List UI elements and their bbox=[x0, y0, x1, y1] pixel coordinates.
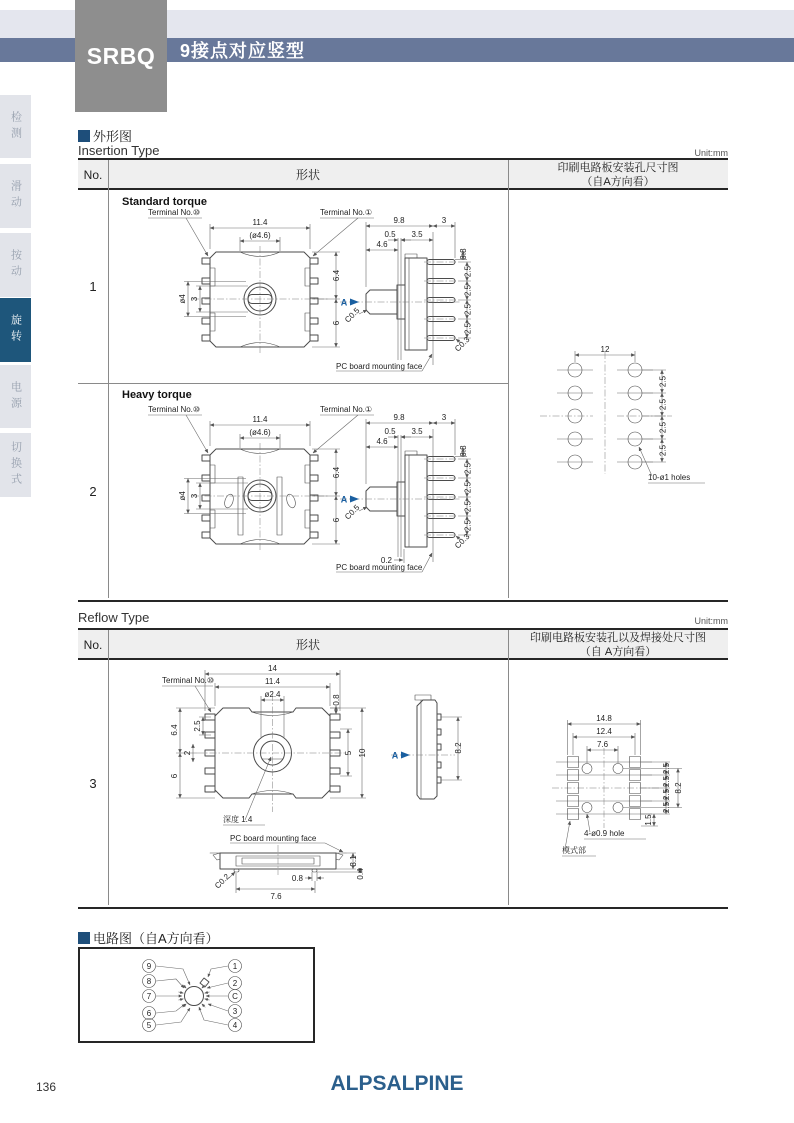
dim-pin: 0.8 bbox=[332, 694, 341, 706]
mount-face-label: PC board mounting face bbox=[336, 362, 423, 371]
dim-foot: 0.4 bbox=[356, 868, 365, 880]
view-a-label: A bbox=[340, 297, 348, 308]
dim-total: 9.8 bbox=[393, 413, 405, 422]
row3-number: 3 bbox=[89, 776, 97, 791]
terminal-label-right: Terminal No.① bbox=[320, 208, 373, 217]
terminal-6: 6 bbox=[146, 1009, 152, 1018]
insertion-type-label: Insertion Type bbox=[78, 143, 160, 158]
series-code: SRBQ bbox=[75, 0, 167, 112]
dim-gap: 0.5 bbox=[384, 427, 396, 436]
sidebar-tab-slide[interactable]: 滑动 bbox=[0, 164, 31, 228]
dim-pitch: 2.5 bbox=[662, 775, 671, 788]
sidebar-tab-switch[interactable]: 切换式 bbox=[0, 433, 31, 497]
dim-slot: 3 bbox=[190, 296, 199, 302]
insertion-table bbox=[78, 158, 728, 602]
dim-span5: 5 bbox=[344, 750, 353, 756]
dim-upper: 6.4 bbox=[332, 466, 341, 479]
dim-pin-w: 0.8 bbox=[459, 445, 468, 457]
dim-h: 3.1 bbox=[349, 855, 358, 867]
dim-step: 0.2 bbox=[380, 556, 392, 565]
dim-w1: 14.8 bbox=[596, 714, 612, 723]
terminal-label: Terminal No.⑩ bbox=[162, 676, 215, 685]
reflow-table bbox=[78, 628, 728, 909]
dim-lower: 6 bbox=[332, 320, 341, 326]
brand-logo: ALPSALPINE bbox=[330, 1072, 464, 1095]
row2-title: Heavy torque bbox=[122, 389, 192, 401]
sidebar-tab-rotary[interactable]: 旋转 bbox=[0, 298, 31, 362]
dim-hole-span: 12 bbox=[600, 345, 610, 354]
reflow-unit-label: Unit:mm bbox=[694, 616, 728, 626]
row1-title: Standard torque bbox=[122, 196, 207, 208]
dim-pitch: 2.5 bbox=[463, 500, 473, 513]
pad-pattern bbox=[552, 714, 683, 856]
view-a-arrow-icon bbox=[350, 299, 359, 306]
dim-tail: 3 bbox=[441, 413, 447, 422]
pad-hole-label: 4-ø0.9 hole bbox=[584, 829, 625, 838]
col-header-no: No. bbox=[83, 167, 103, 182]
circuit-section-heading bbox=[78, 928, 219, 947]
dim-width: 11.4 bbox=[252, 415, 268, 424]
col-header-shape: 形状 bbox=[295, 168, 320, 182]
circuit-heading-text: 电路图（自A方向看） bbox=[93, 931, 219, 946]
dim-pitch: 2.5 bbox=[463, 322, 473, 335]
dim-pin-w: 0.8 bbox=[459, 248, 468, 260]
row2-side-view bbox=[336, 413, 473, 572]
dim-tail: 1.5 bbox=[644, 814, 653, 826]
dim-hole-pitch: 2.5 bbox=[658, 375, 668, 388]
dim-pitch: 2.5 bbox=[463, 481, 473, 494]
dim-lower: 6 bbox=[332, 517, 341, 523]
row1-side-view bbox=[336, 216, 473, 371]
reflow-pads-drawing bbox=[508, 660, 728, 907]
terminal-9: 9 bbox=[146, 962, 152, 971]
dim-chamfer-front: C0.5 bbox=[343, 306, 362, 325]
row1-shape-drawing bbox=[108, 190, 508, 383]
dim-hole-pitch: 2.5 bbox=[658, 398, 668, 411]
mount-face-label: PC board mounting face bbox=[336, 563, 423, 572]
row3-front-view bbox=[162, 664, 367, 825]
dim-chamfer-pin: C0.3 bbox=[453, 335, 472, 354]
dim-front-len: 4.6 bbox=[376, 240, 388, 249]
dim-tail: 3 bbox=[441, 216, 447, 225]
dim-lower: 6 bbox=[170, 773, 179, 779]
dim-total: 9.8 bbox=[393, 216, 405, 225]
dim-pitch: 2.5 bbox=[662, 788, 671, 801]
row2-number: 2 bbox=[89, 484, 97, 499]
terminal-8: 8 bbox=[146, 977, 152, 986]
row3-side-view bbox=[391, 695, 463, 799]
row3-shape-drawing bbox=[108, 660, 508, 907]
terminal-1: 1 bbox=[232, 962, 238, 971]
mount-face-label: PC board mounting face bbox=[230, 834, 317, 843]
terminal-7: 7 bbox=[146, 992, 152, 1001]
dim-w2: 12.4 bbox=[596, 727, 612, 736]
page-number: 136 bbox=[36, 1080, 57, 1094]
holes-count-label: 10-ø1 holes bbox=[648, 473, 691, 482]
terminal-label-left: Terminal No.⑩ bbox=[148, 208, 201, 217]
terminal-4: 4 bbox=[232, 1021, 238, 1030]
rotor-and-contacts bbox=[143, 960, 242, 1032]
dim-pin: 0.8 bbox=[291, 874, 303, 883]
view-a-arrow-icon bbox=[350, 496, 359, 503]
circuit-diagram-box bbox=[78, 947, 315, 1043]
dim-chamfer: C0.2 bbox=[213, 872, 232, 891]
dim-span10: 10 bbox=[358, 748, 367, 758]
col-header-pcb-line2: （自 A方向看） bbox=[579, 645, 657, 658]
dim-pitch: 2.5 bbox=[463, 462, 473, 475]
sidebar-tab-push[interactable]: 按动 bbox=[0, 233, 31, 297]
terminal-label-right: Terminal No.① bbox=[320, 405, 373, 414]
dim-slot: 3 bbox=[190, 493, 199, 499]
dim-pitch: 2.5 bbox=[463, 265, 473, 278]
dim-gap: 0.5 bbox=[384, 230, 396, 239]
depth-label: 深度 1.4 bbox=[223, 815, 253, 824]
col-header-pcb bbox=[508, 630, 728, 659]
hole-pattern bbox=[540, 345, 705, 483]
terminal-2: 2 bbox=[232, 979, 238, 988]
dim-hole-pitch: 2.5 bbox=[658, 421, 668, 434]
dim-w3: 7.6 bbox=[596, 740, 609, 749]
dim-span: 8.2 bbox=[674, 782, 683, 794]
terminal-5: 5 bbox=[146, 1021, 152, 1030]
dim-knob: (ø4.6) bbox=[249, 231, 271, 240]
section-accent-square bbox=[78, 130, 90, 142]
dim-mid: 2 bbox=[183, 750, 192, 756]
page-title: 9接点对应竖型 bbox=[180, 41, 306, 61]
dim-width: 11.4 bbox=[252, 218, 268, 227]
dim-upper: 6.4 bbox=[170, 724, 179, 736]
dim-pitch: 2.5 bbox=[463, 519, 473, 532]
col-header-pcb bbox=[508, 160, 728, 189]
dim-pitch: 2.5 bbox=[662, 762, 671, 775]
circuit-diagram bbox=[80, 949, 313, 1041]
dim-span: 7.6 bbox=[270, 892, 282, 901]
dim-pitch: 2.5 bbox=[463, 284, 473, 297]
reflow-type-label: Reflow Type bbox=[78, 610, 150, 625]
insertion-holes-drawing bbox=[508, 190, 728, 600]
row1-front-view bbox=[148, 208, 374, 354]
sidebar-tab-power[interactable]: 电源 bbox=[0, 365, 31, 428]
dim-hole-pitch: 2.5 bbox=[658, 444, 668, 457]
col-header-no: No. bbox=[83, 637, 103, 652]
dim-upper: 6.4 bbox=[332, 269, 341, 282]
col-header-pcb-line1: 印刷电路板安装孔以及焊接处尺寸图 bbox=[530, 631, 706, 644]
dim-body-w: 11.4 bbox=[265, 677, 280, 686]
terminal-c: C bbox=[232, 992, 238, 1001]
row3-bottom-view bbox=[210, 834, 365, 901]
section-accent-square bbox=[78, 932, 90, 944]
insertion-unit-label: Unit:mm bbox=[694, 148, 728, 158]
pattern-label: 模式部 bbox=[562, 846, 586, 855]
dim-shaft-dia: ø4 bbox=[178, 491, 187, 501]
row2-front-view bbox=[148, 405, 374, 551]
row1-number: 1 bbox=[89, 279, 97, 294]
row2-shape-drawing bbox=[108, 383, 508, 600]
view-a-label: A bbox=[340, 494, 348, 505]
dim-pitch: 2.5 bbox=[662, 801, 671, 814]
dim-front-len: 4.6 bbox=[376, 437, 388, 446]
dim-shaft: ø2.4 bbox=[264, 690, 281, 699]
view-a-label: A bbox=[391, 750, 399, 761]
dim-pitch: 2.5 bbox=[193, 720, 202, 732]
dim-shaft-dia: ø4 bbox=[178, 294, 187, 304]
outline-heading-text: 外形图 bbox=[93, 129, 133, 144]
dim-mid: 3.5 bbox=[411, 427, 423, 436]
col-header-shape: 形状 bbox=[295, 638, 320, 652]
dim-chamfer-front: C0.5 bbox=[343, 503, 362, 522]
dim-total-w: 14 bbox=[268, 664, 277, 673]
dim-span: 8.2 bbox=[454, 742, 463, 754]
col-header-pcb-line1: 印刷电路板安装孔尺寸图 bbox=[557, 161, 679, 174]
sidebar-tab-detect[interactable]: 检测 bbox=[0, 95, 31, 158]
dim-pitch: 2.5 bbox=[463, 303, 473, 316]
terminal-label-left: Terminal No.⑩ bbox=[148, 405, 201, 414]
col-header-pcb-line2: （自A方向看） bbox=[581, 175, 655, 188]
view-a-arrow-icon bbox=[401, 752, 410, 759]
dim-knob: (ø4.6) bbox=[249, 428, 271, 437]
dim-mid: 3.5 bbox=[411, 230, 423, 239]
dim-chamfer-pin: C0.3 bbox=[453, 532, 472, 551]
terminal-3: 3 bbox=[232, 1007, 238, 1016]
